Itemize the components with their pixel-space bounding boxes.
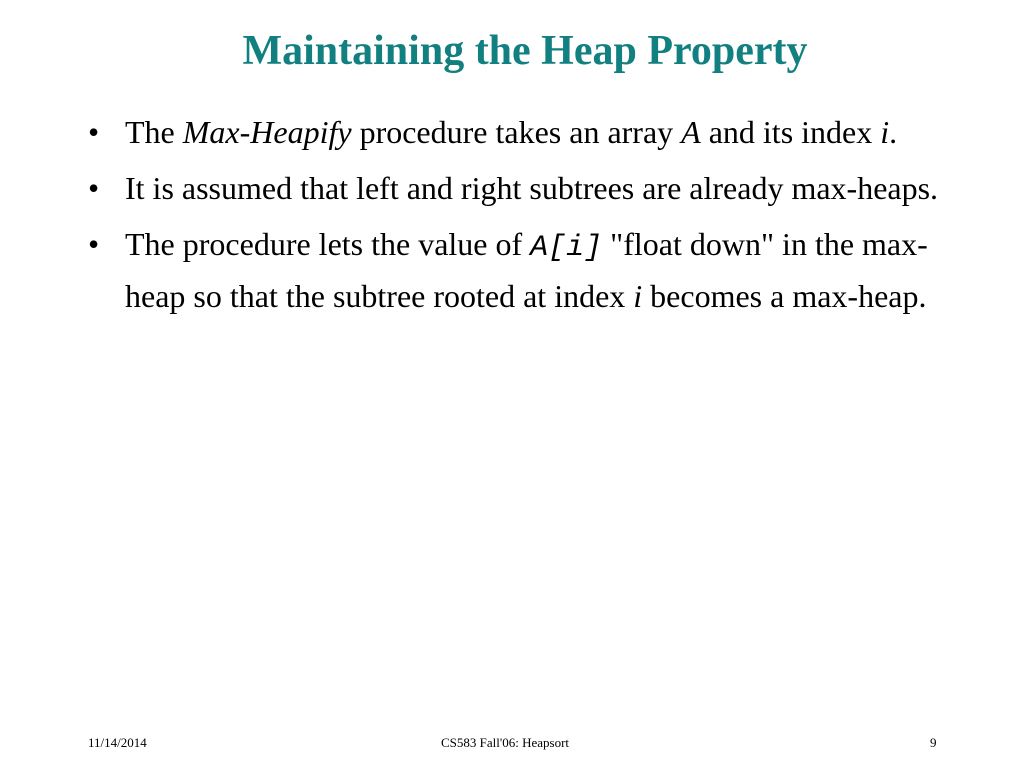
index-variable: i <box>880 114 890 150</box>
bullet-item <box>88 220 968 320</box>
array-element: A[i] <box>530 231 603 265</box>
slide-title: Maintaining the Heap Property <box>242 28 808 74</box>
array-variable: A <box>681 114 701 150</box>
index-variable: i <box>633 278 643 314</box>
bullet-text: . <box>889 114 898 150</box>
procedure-name: Max-Heapify <box>182 114 352 150</box>
bullet-marker: • <box>88 226 100 262</box>
footer-date: 11/14/2014 <box>88 735 147 750</box>
bullet-text: The <box>125 114 183 150</box>
bullet-text: It is assumed that left and right subtrees are already max-heaps. <box>125 170 939 206</box>
bullet-list <box>88 108 968 328</box>
bullet-marker: • <box>88 114 100 150</box>
bullet-item <box>88 108 968 156</box>
bullet-item <box>88 164 968 212</box>
bullet-text: "float down" in the max-heap so that the subtree rooted at index <box>125 226 928 314</box>
bullet-text: and its index <box>700 114 881 150</box>
bullet-text: The procedure lets the value of <box>125 226 531 262</box>
bullet-text: becomes a max-heap. <box>642 278 927 314</box>
page-number: 9 <box>930 735 937 750</box>
bullet-text: procedure takes an array <box>351 114 682 150</box>
footer-course: CS583 Fall'06: Heapsort <box>441 735 570 750</box>
bullet-marker: • <box>88 170 100 206</box>
